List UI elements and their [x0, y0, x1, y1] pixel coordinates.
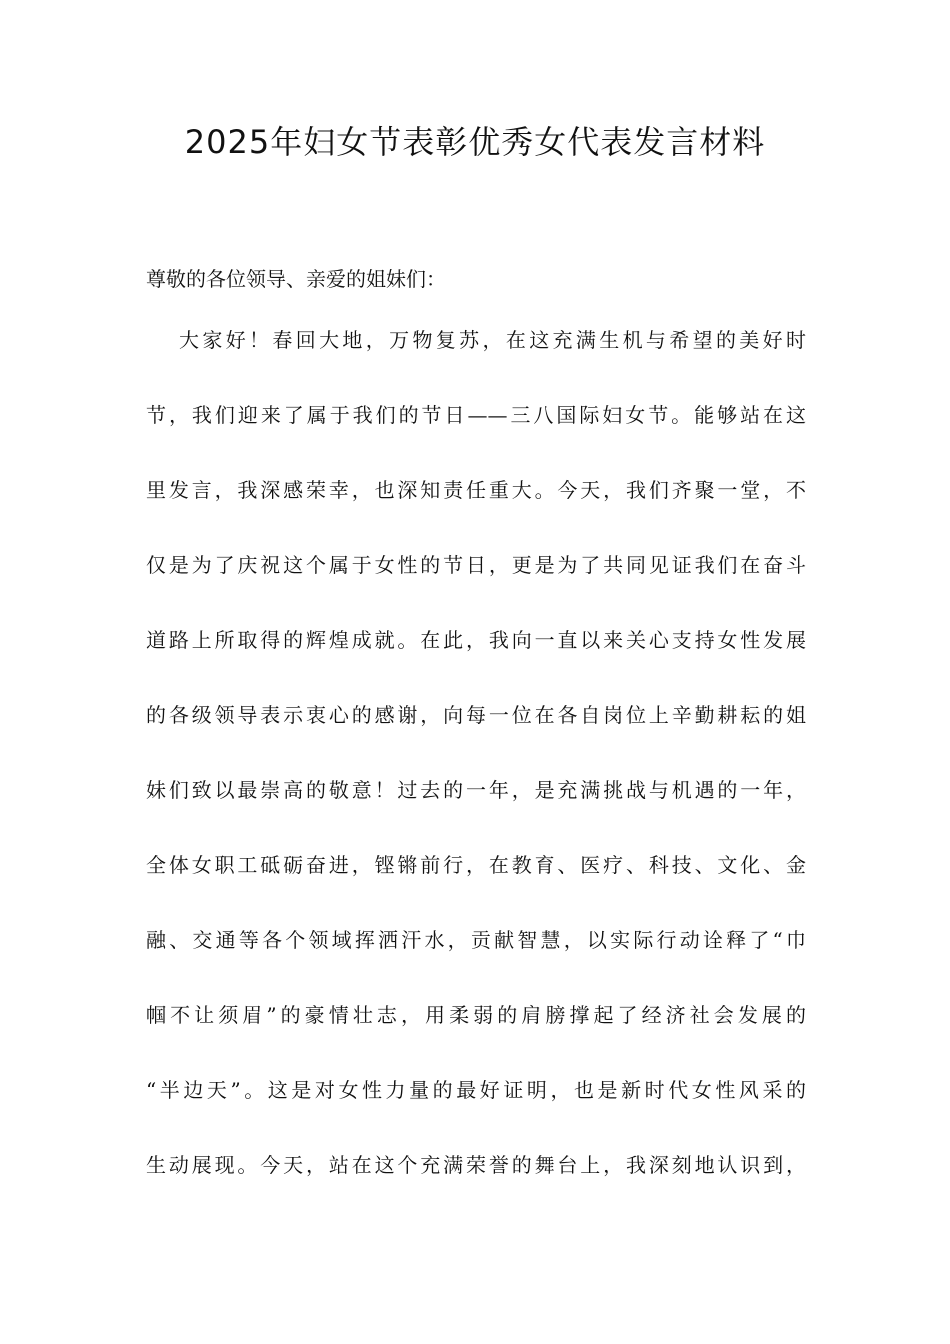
body-line: 妹们致以最崇高的敬意！过去的一年，是充满挑战与机遇的一年， — [146, 778, 806, 802]
body-line: 仅是为了庆祝这个属于女性的节日，更是为了共同见证我们在奋斗 — [146, 553, 806, 577]
body-line: 节，我们迎来了属于我们的节日——三八国际妇女节。能够站在这 — [146, 403, 806, 427]
body-line: 帼不让须眉”的豪情壮志，用柔弱的肩膀撑起了经济社会发展的 — [146, 1003, 806, 1027]
body-paragraph — [146, 322, 806, 1222]
body-line: “半边天”。这是对女性力量的最好证明，也是新时代女性风采的 — [146, 1078, 806, 1102]
body-line: 里发言，我深感荣幸，也深知责任重大。今天，我们齐聚一堂，不 — [146, 478, 806, 502]
body-line: 大家好！春回大地，万物复苏，在这充满生机与希望的美好时 — [179, 328, 806, 352]
body-line: 的各级领导表示衷心的感谢，向每一位在各自岗位上辛勤耕耘的姐 — [146, 703, 806, 727]
body-line: 生动展现。今天，站在这个充满荣誉的舞台上，我深刻地认识到， — [146, 1153, 806, 1177]
salutation: 尊敬的各位领导、亲爱的姐妹们： — [146, 267, 446, 291]
body-line: 全体女职工砥砺奋进，铿锵前行，在教育、医疗、科技、文化、金 — [146, 853, 806, 877]
body-line: 道路上所取得的辉煌成就。在此，我向一直以来关心支持女性发展 — [146, 628, 806, 652]
body-line: 融、交通等各个领域挥洒汗水，贡献智慧，以实际行动诠释了“巾 — [146, 928, 806, 952]
document-title: 2025年妇女节表彰优秀女代表发言材料 — [184, 123, 766, 161]
